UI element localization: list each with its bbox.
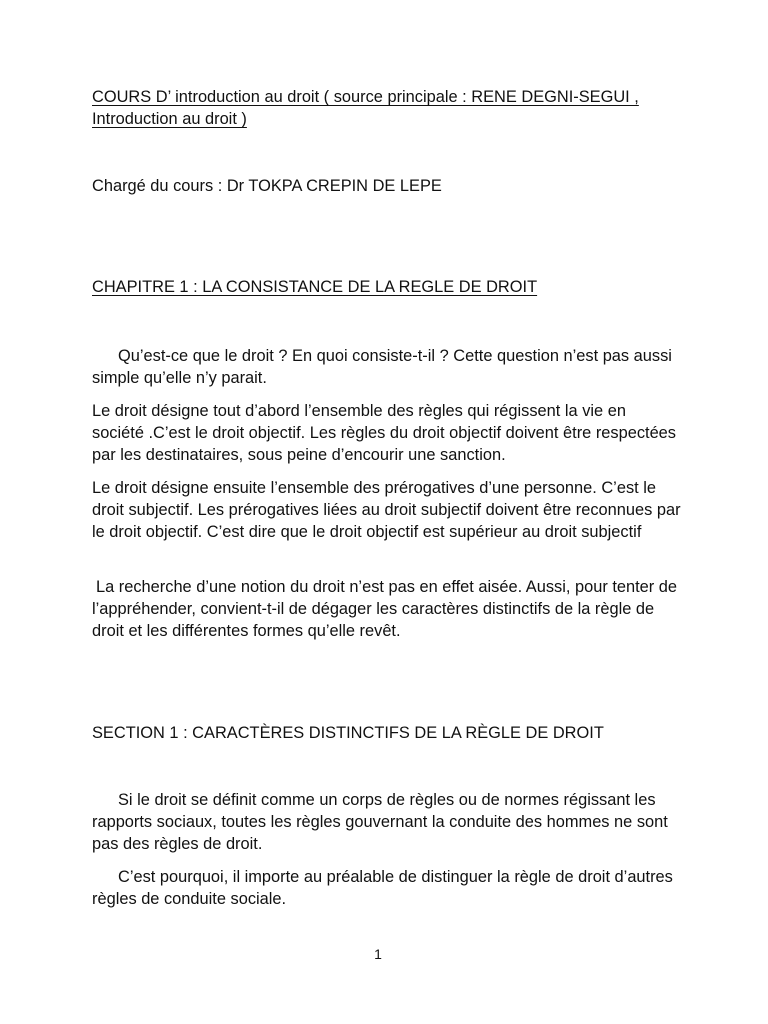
section-heading: SECTION 1 : CARACTÈRES DISTINCTIFS DE LA RÈGLE DE DROIT — [92, 724, 604, 742]
chapter-heading-text: CHAPITRE 1 : LA CONSISTANCE DE LA REGLE DE DROIT — [92, 278, 538, 296]
paragraph-intro: Qu’est-ce que le droit ? En quoi consiste-t-il ? Cette question n’est pas aussi simple qu’elle n’y parait. — [92, 347, 672, 387]
paragraph-objective-law: Le droit désigne tout d’abord l’ensemble des règles qui régissent la vie en société .C’est le droit objectif. Les règles du droit objectif doivent être respectées par les destinataires, sous peine d’encourir une sanction. — [92, 402, 676, 464]
paragraph-section-definition: Si le droit se définit comme un corps de règles ou de normes régissant les rapports sociaux, toutes les règles gouvernant la conduite des hommes ne sont pas des règles de droit. — [92, 791, 668, 853]
page-number: 1 — [374, 946, 382, 962]
paragraph-research: La recherche d’une notion du droit n’est pas en effet aisée. Aussi, pour tenter de l’appréhender, convient-t-il de dégager les caractères distinctifs de la règle de droit et les différentes formes qu’elle revêt. — [92, 578, 678, 640]
instructor-line: Chargé du cours : Dr TOKPA CREPIN DE LEPE — [92, 177, 442, 195]
chapter-heading — [92, 276, 682, 298]
course-title-line-2: Introduction au droit ) — [92, 110, 247, 128]
paragraph-subjective-law: Le droit désigne ensuite l’ensemble des prérogatives d’une personne. C’est le droit subjectif. Les prérogatives liées au droit subjectif doivent être reconnues par le droit objectif. C’est dire que le droit objectif est supérieur au droit subjectif — [92, 479, 681, 541]
course-title-line-1: COURS D’ introduction au droit ( source principale : RENE DEGNI-SEGUI , — [92, 88, 639, 106]
course-title — [92, 86, 682, 130]
paragraph-section-distinction: C’est pourquoi, il importe au préalable de distinguer la règle de droit d’autres règles de conduite sociale. — [92, 868, 673, 908]
